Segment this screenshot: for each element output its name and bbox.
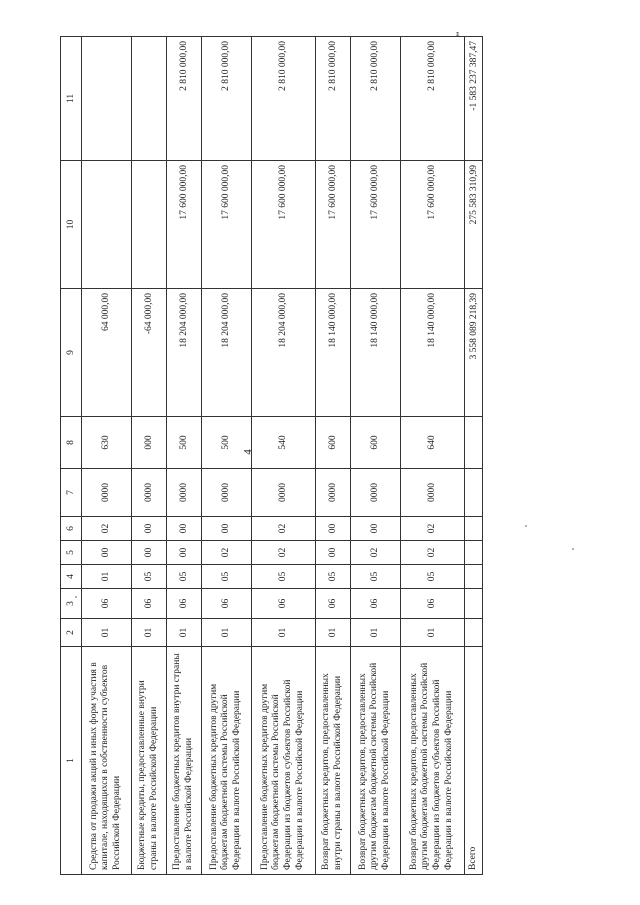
amount-cell: 17 600 000,00 [166, 161, 201, 289]
code-cell: 02 [82, 517, 132, 541]
row-name-cell: Предоставление бюджетных кредитов другим бюджетам бюджетной системы Российской Федерации в валюте Российской Федерации [202, 647, 252, 875]
total-col10: 275 583 310,99 [465, 161, 483, 289]
budget-sources-table [60, 36, 483, 875]
row-name-cell: Предоставление бюджетных кредитов внутри страны в валюте Российской Федерации [166, 647, 201, 875]
code-cell: 01 [351, 619, 401, 647]
code-cell: 01 [251, 619, 315, 647]
total-row [465, 37, 483, 875]
closing-quote: ” [454, 31, 467, 37]
code-cell: 06 [351, 589, 401, 619]
code-cell: 000 [131, 417, 166, 469]
amount-cell [131, 161, 166, 289]
amount-cell: 18 140 000,00 [400, 289, 464, 417]
code-cell: 00 [351, 517, 401, 541]
code-cell: 01 [166, 619, 201, 647]
code-cell: 0000 [131, 469, 166, 517]
amount-cell: 2 810 000,00 [400, 37, 464, 161]
code-cell: 00 [166, 517, 201, 541]
code-cell: 06 [400, 589, 464, 619]
code-cell: 02 [351, 541, 401, 565]
code-cell: 01 [82, 619, 132, 647]
code-cell: 600 [351, 417, 401, 469]
column-header: 4 [61, 565, 82, 589]
total-empty-cell [465, 619, 483, 647]
table-row [251, 37, 315, 875]
column-header: 10 [61, 161, 82, 289]
amount-cell: 18 204 000,00 [202, 289, 252, 417]
amount-cell: 18 204 000,00 [166, 289, 201, 417]
code-cell: 0000 [202, 469, 252, 517]
amount-cell: 2 810 000,00 [166, 37, 201, 161]
code-cell: 00 [82, 541, 132, 565]
row-name-cell: Возврат бюджетных кредитов, предоставленных другим бюджетам бюджетной системы Российской Федерации в валюте Российской Федерации [351, 647, 401, 875]
row-name-cell: Предоставление бюджетных кредитов другим бюджетам бюджетной системы Российской Федерации из бюджетов субъектов Российской Федерации в валюте Российской Федерации [251, 647, 315, 875]
code-cell: 00 [131, 541, 166, 565]
column-header: 8 [61, 417, 82, 469]
table-row [202, 37, 252, 875]
amount-cell [131, 37, 166, 161]
code-cell: 05 [400, 565, 464, 589]
amount-cell: 17 600 000,00 [251, 161, 315, 289]
code-cell: 0000 [166, 469, 201, 517]
code-cell: 0000 [315, 469, 350, 517]
table-row [400, 37, 464, 875]
code-cell: 00 [202, 517, 252, 541]
code-cell: 00 [166, 541, 201, 565]
code-cell: 600 [315, 417, 350, 469]
amount-cell: 2 810 000,00 [351, 37, 401, 161]
code-cell: 01 [315, 619, 350, 647]
code-cell: 02 [251, 541, 315, 565]
rotated-table-wrapper [60, 37, 483, 875]
code-cell: 06 [166, 589, 201, 619]
code-cell: 05 [251, 565, 315, 589]
code-cell: 0000 [351, 469, 401, 517]
column-header: 5 [61, 541, 82, 565]
code-cell: 640 [400, 417, 464, 469]
code-cell: 0000 [251, 469, 315, 517]
header-row [61, 37, 82, 875]
code-cell: 0000 [82, 469, 132, 517]
code-cell: 500 [166, 417, 201, 469]
code-cell: 02 [400, 517, 464, 541]
code-cell: 01 [82, 565, 132, 589]
amount-cell: 17 600 000,00 [351, 161, 401, 289]
amount-cell: 17 600 000,00 [202, 161, 252, 289]
row-name-cell: Бюджетные кредиты, предоставленные внутри страны в валюте Российской Федерации [131, 647, 166, 875]
row-name-cell: Средства от продажи акций и иных форм участия в капитале, находящихся в собственности субъектов Российской Федерации [82, 647, 132, 875]
total-empty-cell [465, 517, 483, 541]
table-row [315, 37, 350, 875]
column-header: 7 [61, 469, 82, 517]
code-cell: 05 [202, 565, 252, 589]
total-empty-cell [465, 417, 483, 469]
amount-cell: 2 810 000,00 [315, 37, 350, 161]
total-empty-cell [465, 469, 483, 517]
total-empty-cell [465, 541, 483, 565]
code-cell: 540 [251, 417, 315, 469]
code-cell: 00 [131, 517, 166, 541]
amount-cell: 17 600 000,00 [315, 161, 350, 289]
code-cell: 01 [131, 619, 166, 647]
table-row [82, 37, 132, 875]
total-empty-cell [465, 565, 483, 589]
code-cell: 06 [251, 589, 315, 619]
amount-cell: -64 000,00 [131, 289, 166, 417]
scan-speck [572, 548, 574, 550]
column-header: 2 [61, 619, 82, 647]
table-row [131, 37, 166, 875]
row-name-cell: Возврат бюджетных кредитов, предоставленных внутри страны в валюте Российской Федерации [315, 647, 350, 875]
column-header: 1 [61, 647, 82, 875]
code-cell: 01 [400, 619, 464, 647]
total-label: Всего [465, 647, 483, 875]
scan-speck [525, 525, 527, 527]
code-cell: 05 [166, 565, 201, 589]
code-cell: 06 [315, 589, 350, 619]
amount-cell [82, 161, 132, 289]
code-cell: 06 [202, 589, 252, 619]
table-row [166, 37, 201, 875]
total-col11: -1 583 237 387,47 [465, 37, 483, 161]
column-header: 6 [61, 517, 82, 541]
code-cell: 00 [315, 517, 350, 541]
code-cell: 06 [82, 589, 132, 619]
amount-cell: 64 000,00 [82, 289, 132, 417]
page-number: 4 [241, 449, 254, 455]
code-cell: 630 [82, 417, 132, 469]
amount-cell: 18 140 000,00 [315, 289, 350, 417]
amount-cell: 18 204 000,00 [251, 289, 315, 417]
code-cell: 05 [351, 565, 401, 589]
amount-cell: 17 600 000,00 [400, 161, 464, 289]
amount-cell: 2 810 000,00 [251, 37, 315, 161]
document-page [60, 37, 483, 875]
code-cell: 02 [251, 517, 315, 541]
table-row [351, 37, 401, 875]
total-col9: 3 558 089 218,39 [465, 289, 483, 417]
total-empty-cell [465, 589, 483, 619]
amount-cell [82, 37, 132, 161]
amount-cell: 18 140 000,00 [351, 289, 401, 417]
code-cell: 00 [315, 541, 350, 565]
column-header: 3 [61, 589, 82, 619]
code-cell: 05 [315, 565, 350, 589]
table-body [82, 37, 465, 875]
column-header: 9 [61, 289, 82, 417]
code-cell: 0000 [400, 469, 464, 517]
code-cell: 01 [202, 619, 252, 647]
row-name-cell: Возврат бюджетных кредитов, предоставленных другим бюджетам бюджетной системы Российской Федерации из бюджетов субъектов Российской Федерации в валюте Российской Федерации [400, 647, 464, 875]
code-cell: 05 [131, 565, 166, 589]
code-cell: 06 [131, 589, 166, 619]
amount-cell: 2 810 000,00 [202, 37, 252, 161]
code-cell: 02 [202, 541, 252, 565]
column-header: 11 [61, 37, 82, 161]
code-cell: 02 [400, 541, 464, 565]
code-cell: 500 [202, 417, 252, 469]
